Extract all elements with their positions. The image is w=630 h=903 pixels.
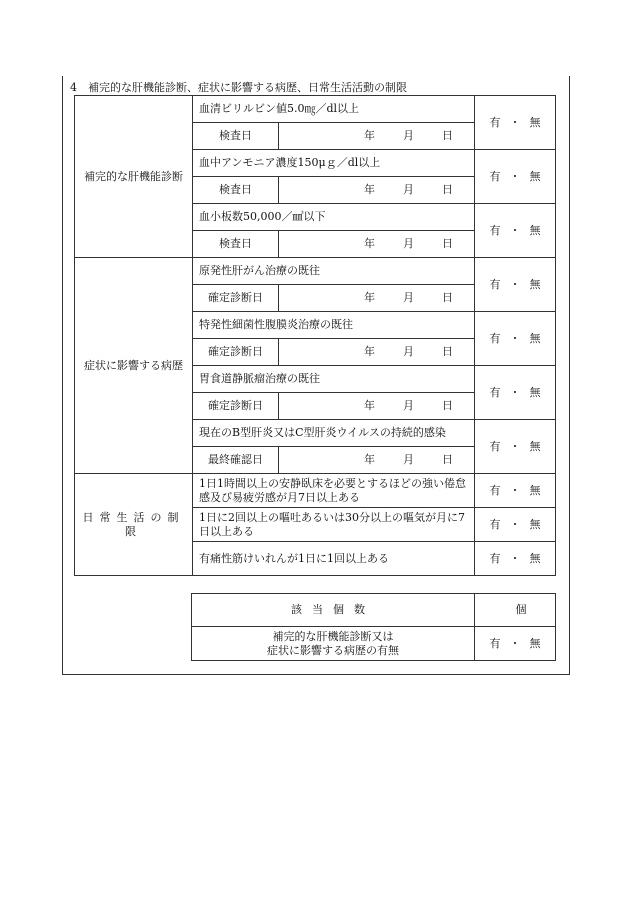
yes-no-choice[interactable]: 有 ・ 無: [475, 508, 556, 542]
yes-no-choice[interactable]: 有 ・ 無: [475, 204, 556, 258]
history-item-peritonitis: 特発性細菌性腹膜炎治療の既往: [193, 312, 475, 339]
table-row: [192, 594, 556, 627]
date-field[interactable]: 年 月 日: [279, 447, 475, 474]
history-item-hepatitis: 現在のB型肝炎又はC型肝炎ウイルスの持続的感染: [193, 420, 475, 447]
category-liver-diagnosis: 補完的な肝機能診断: [75, 96, 193, 258]
table-row: [192, 627, 556, 661]
date-label: 検査日: [193, 231, 279, 258]
history-item-liver-cancer: 原発性肝がん治療の既往: [193, 258, 475, 285]
date-field[interactable]: 年 月 日: [279, 339, 475, 366]
history-item-varices: 胃食道静脈瘤治療の既往: [193, 366, 475, 393]
assessment-table: [74, 95, 556, 576]
yes-no-choice[interactable]: 有 ・ 無: [475, 96, 556, 150]
category-daily-restriction: 日常生活の制限: [75, 474, 193, 576]
section-heading: 4 補完的な肝機能診断、症状に影響する病歴、日常生活活動の制限: [70, 81, 407, 94]
date-field[interactable]: 年 月 日: [279, 231, 475, 258]
daily-item-vomiting: 1日に2回以上の嘔吐あるいは30分以上の嘔気が月に7日以上ある: [193, 508, 475, 542]
yes-no-choice[interactable]: 有 ・ 無: [475, 627, 556, 661]
table-row: [75, 258, 556, 285]
count-label: 該当個数: [192, 594, 475, 627]
liver-item-ammonia: 血中アンモニア濃度150μｇ／dl以上: [193, 150, 475, 177]
yes-no-choice[interactable]: 有 ・ 無: [475, 542, 556, 576]
yes-no-choice[interactable]: 有 ・ 無: [475, 420, 556, 474]
yes-no-choice[interactable]: 有 ・ 無: [475, 150, 556, 204]
date-label: 確定診断日: [193, 285, 279, 312]
yes-no-choice[interactable]: 有 ・ 無: [475, 474, 556, 508]
liver-item-platelets: 血小板数50,000／㎣以下: [193, 204, 475, 231]
summary-table: [191, 593, 556, 661]
date-field[interactable]: 年 月 日: [279, 393, 475, 420]
daily-item-cramps: 有痛性筋けいれんが1日に1回以上ある: [193, 542, 475, 576]
date-label: 確定診断日: [193, 393, 279, 420]
yes-no-choice[interactable]: 有 ・ 無: [475, 258, 556, 312]
count-field[interactable]: 個: [475, 594, 556, 627]
date-label: 検査日: [193, 177, 279, 204]
date-field[interactable]: 年 月 日: [279, 285, 475, 312]
category-medical-history: 症状に影響する病歴: [75, 258, 193, 474]
date-label: 最終確認日: [193, 447, 279, 474]
table-row: [75, 96, 556, 123]
table-row: [75, 474, 556, 508]
date-label: 検査日: [193, 123, 279, 150]
date-label: 確定診断日: [193, 339, 279, 366]
yes-no-choice[interactable]: 有 ・ 無: [475, 366, 556, 420]
liver-item-bilirubin: 血清ビリルビン値5.0㎎／dl以上: [193, 96, 475, 123]
daily-item-fatigue: 1日1時間以上の安静臥床を必要とするほどの強い倦怠感及び易疲労感が月7日以上ある: [193, 474, 475, 508]
yes-no-choice[interactable]: 有 ・ 無: [475, 312, 556, 366]
date-field[interactable]: 年 月 日: [279, 177, 475, 204]
presence-label: 補完的な肝機能診断又は 症状に影響する病歴の有無: [192, 627, 475, 661]
date-field[interactable]: 年 月 日: [279, 123, 475, 150]
